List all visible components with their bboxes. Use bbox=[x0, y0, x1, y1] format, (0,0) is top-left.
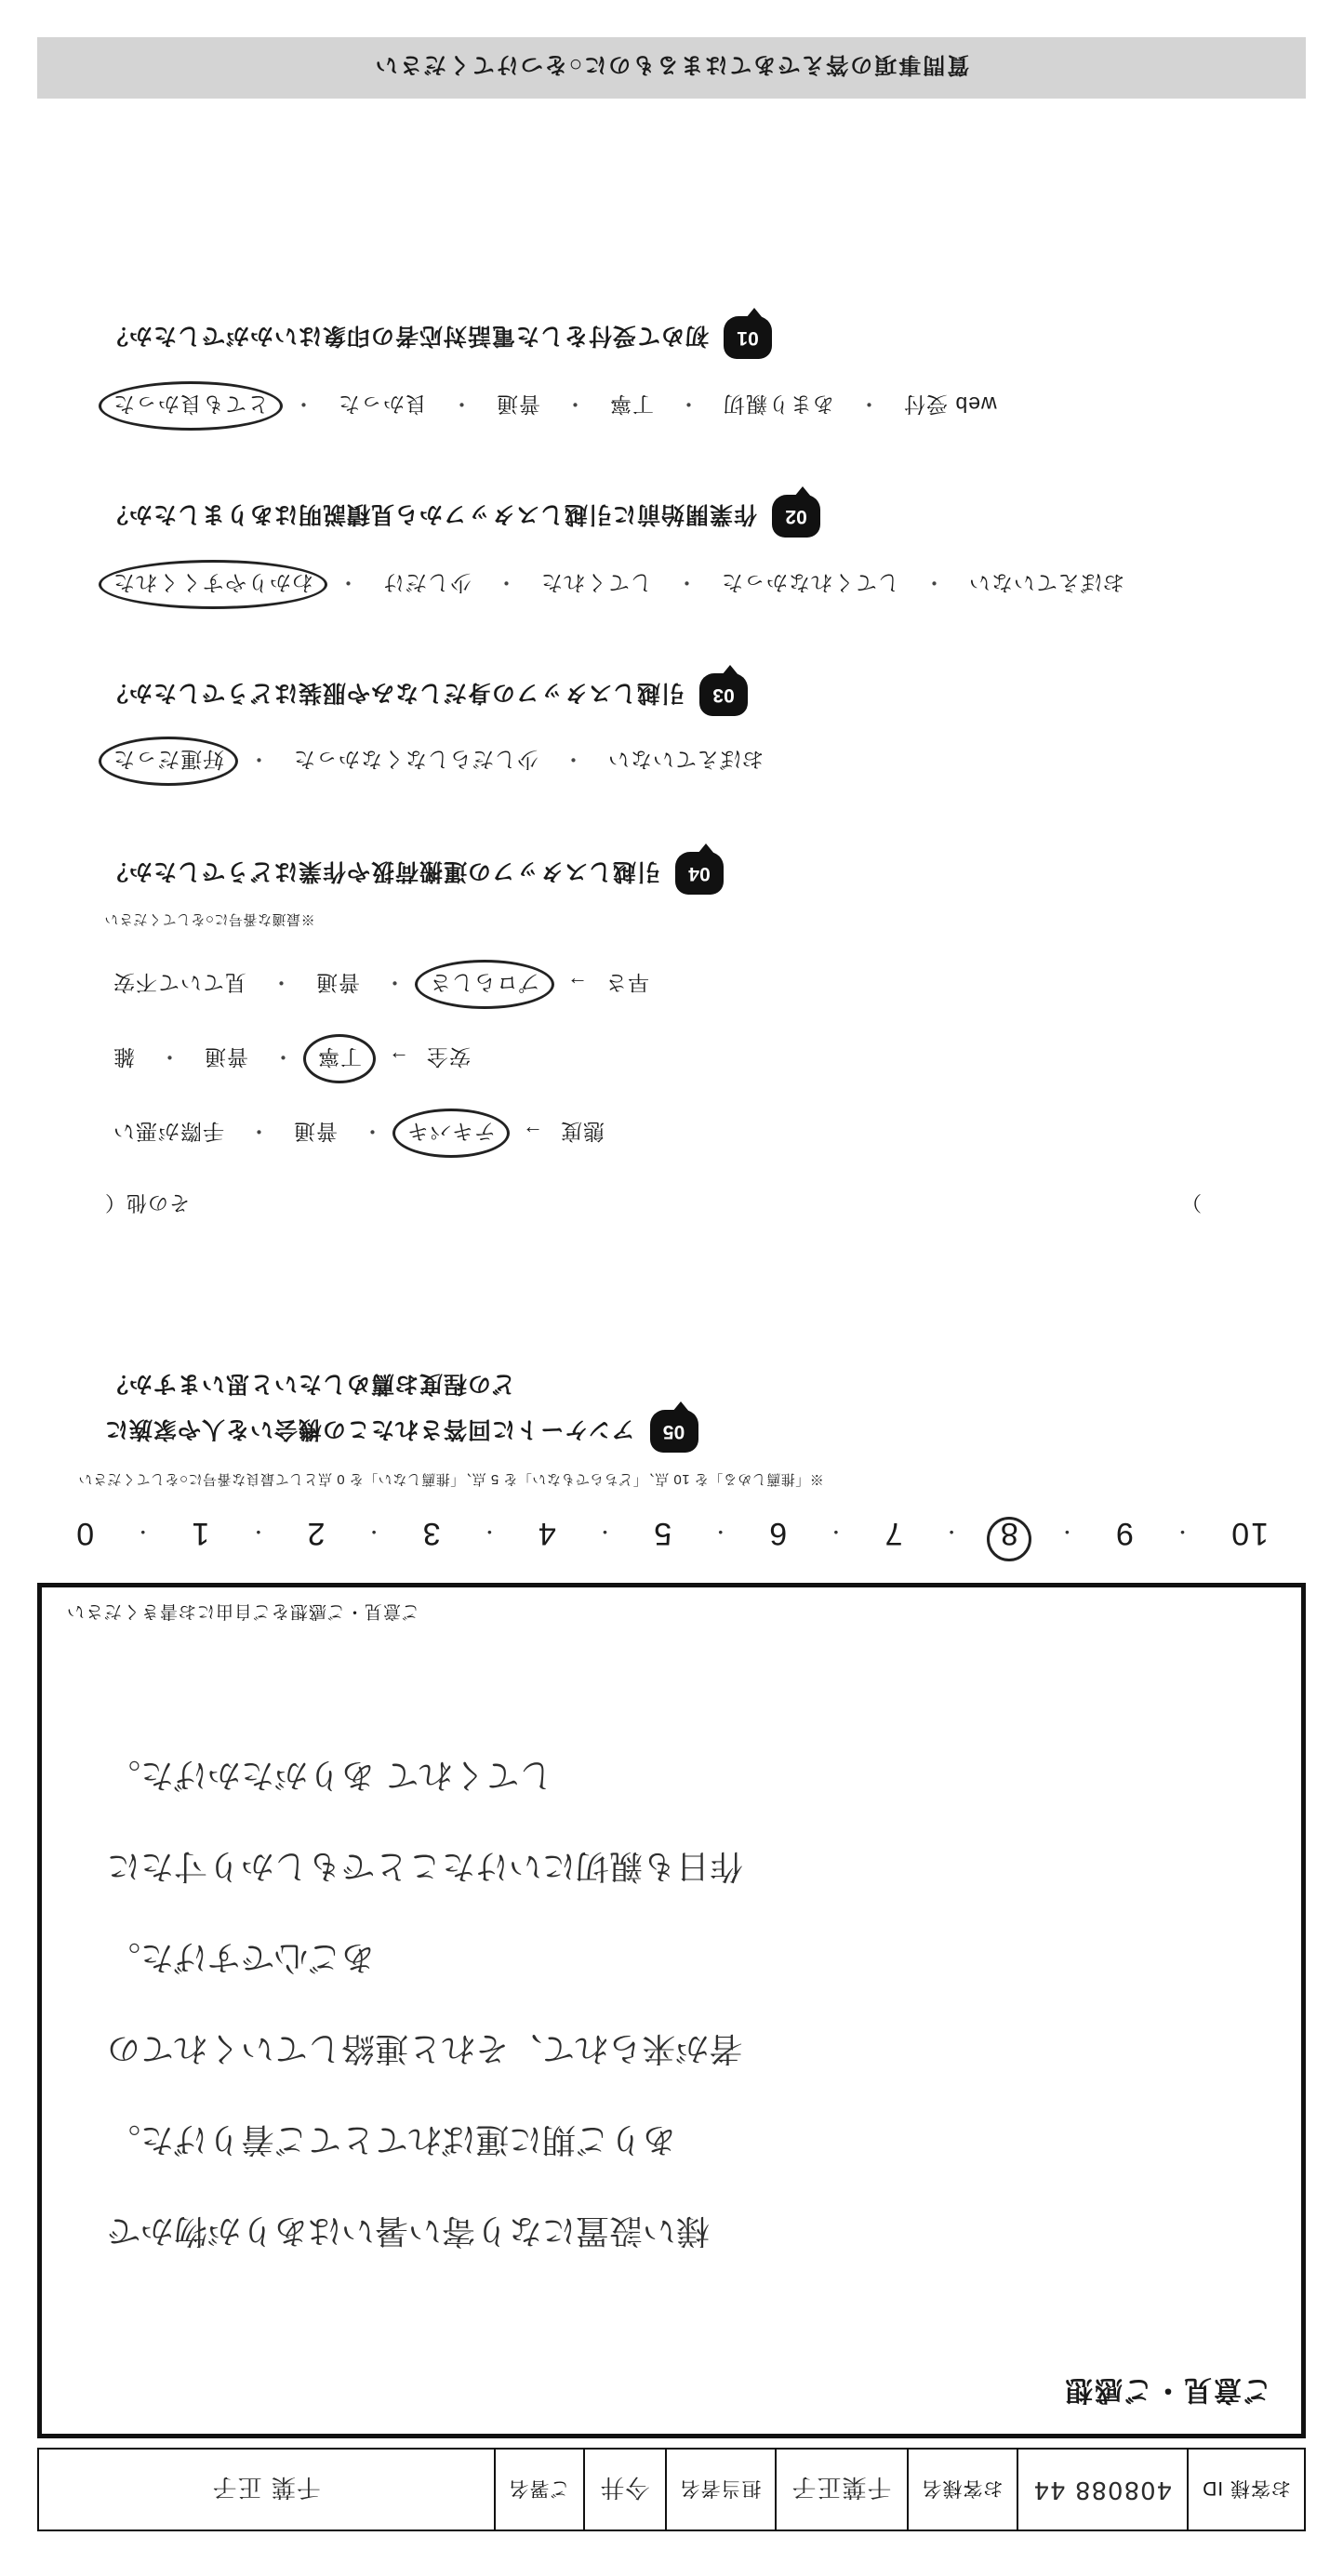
comment-title: ご意見・ご感想 bbox=[1063, 2374, 1271, 2405]
q1-option-amari-shinsetsu[interactable]: あまり親切 bbox=[723, 392, 834, 417]
comment-line: してくれて ありがたかげた。 bbox=[107, 1756, 553, 1794]
arrow-right-icon: → bbox=[567, 973, 588, 997]
scale-dot: ・ bbox=[478, 1520, 499, 1541]
q4-other-row bbox=[104, 1189, 1202, 1218]
q5-block bbox=[104, 1369, 698, 1453]
customer-name-value: 千葉正子 bbox=[775, 2450, 907, 2530]
q4-option-futsu[interactable]: 普通 bbox=[315, 971, 360, 995]
separator-dot: ・ bbox=[272, 1045, 294, 1069]
scale-option-2[interactable]: 2 bbox=[305, 1516, 326, 1551]
scale-dot: ・ bbox=[1171, 1520, 1192, 1541]
separator-dot: ・ bbox=[677, 392, 699, 417]
q5-question-line1: アンケートに回答されたこの機会いを人や家族に bbox=[104, 1416, 635, 1442]
scale-option-5[interactable]: 5 bbox=[652, 1516, 672, 1551]
separator-dot: ・ bbox=[923, 571, 945, 595]
q4-row-label-safety: 安全 bbox=[426, 1045, 471, 1069]
q4-row-label-speed: 早さ bbox=[605, 971, 649, 995]
q4-row-speed[interactable] bbox=[104, 964, 649, 1004]
footer-instruction-text: 質問事項の答えであてはまるものに○をつけてください bbox=[373, 52, 970, 78]
q5-note: ※「推薦しめる」を 10 点、「どちらでもない」を 5 点、「推薦しない」を 0 点として最良な番号に○をしてください bbox=[78, 1471, 824, 1487]
separator-dot: ・ bbox=[337, 571, 359, 595]
q2-option-shitekurenakatta[interactable]: してくれなかった bbox=[721, 571, 899, 595]
q4-question: 引越しスタッフの運搬荷扱や作業はどうでしたか？ bbox=[104, 858, 661, 884]
scale-option-10[interactable]: 10 bbox=[1230, 1516, 1269, 1551]
q1-option-yokatta[interactable]: 良かった bbox=[338, 392, 427, 417]
scale-option-9[interactable]: 9 bbox=[1113, 1516, 1134, 1551]
q4-other-label: その他（ bbox=[104, 1191, 191, 1215]
q2-option-shitekureta[interactable]: してくれた bbox=[540, 571, 652, 595]
q3-option-sukoshi-darashinaku[interactable]: 少しだらしなくなかった bbox=[293, 748, 539, 772]
scale-option-1[interactable]: 1 bbox=[190, 1516, 210, 1551]
comment-box bbox=[37, 1583, 1306, 2438]
q1-badge: 01 bbox=[724, 316, 772, 359]
scale-option-3[interactable]: 3 bbox=[420, 1516, 441, 1551]
scale-option-8[interactable]: 8 bbox=[990, 1511, 1028, 1555]
separator-dot: ・ bbox=[247, 1120, 270, 1144]
comment-line: 者が来られて、それと連絡していくれての bbox=[107, 2029, 743, 2067]
q2-option-oboetenai[interactable]: おぼえていない bbox=[968, 571, 1124, 595]
customer-id-value: 408088 44 bbox=[1017, 2450, 1188, 2530]
customer-name-label: お客様名 bbox=[907, 2450, 1017, 2530]
comment-line: あご心ですげた。 bbox=[107, 1938, 376, 1976]
scale-dot: ・ bbox=[709, 1520, 730, 1541]
separator-dot: ・ bbox=[270, 971, 292, 995]
q1-option-teinei[interactable]: 丁寧 bbox=[609, 392, 654, 417]
scale-dot: ・ bbox=[824, 1520, 845, 1541]
q2-badge: 02 bbox=[772, 495, 820, 538]
separator-dot: ・ bbox=[858, 392, 880, 417]
q1-block bbox=[104, 316, 772, 359]
q4-option-teinei[interactable]: 丁寧 bbox=[309, 1039, 370, 1079]
separator-dot: ・ bbox=[361, 1120, 383, 1144]
q1-answers[interactable] bbox=[104, 386, 1005, 426]
comment-line: 様い設置になり寄い暑いはありが物かで bbox=[107, 2211, 711, 2250]
q1-question: 初めて受付をした電話対応者の印象はいかがでしたか？ bbox=[104, 323, 710, 349]
arrow-right-icon: → bbox=[523, 1122, 543, 1146]
q4-note: ※最適な番号に○をしてください bbox=[104, 911, 315, 927]
separator-dot: ・ bbox=[450, 392, 472, 417]
comment-handwriting bbox=[107, 1729, 1236, 2276]
q4-options-safety[interactable] bbox=[104, 1039, 370, 1079]
q4-option-zatsu[interactable]: 雑 bbox=[113, 1045, 135, 1069]
customer-id-label: お客様 ID bbox=[1187, 2450, 1304, 2530]
scale-dot: ・ bbox=[1056, 1520, 1077, 1541]
q5-question-line2: どの程度お薦めしたいと思いますか？ bbox=[104, 1371, 516, 1397]
comment-prompt: ご意見・ご感想をご自由にお書きください bbox=[66, 1601, 420, 1621]
q3-answers[interactable] bbox=[104, 741, 772, 781]
q4-badge: 04 bbox=[675, 852, 724, 895]
q4-row-label-attitude: 態度 bbox=[560, 1120, 605, 1144]
arrow-right-icon: → bbox=[389, 1047, 409, 1071]
separator-dot: ・ bbox=[675, 571, 698, 595]
separator-dot: ・ bbox=[247, 748, 270, 772]
q4-options-speed[interactable] bbox=[104, 964, 549, 1004]
q4-row-safety[interactable] bbox=[104, 1039, 471, 1079]
q3-option-oboetenai[interactable]: おぼえていない bbox=[607, 748, 764, 772]
q4-option-tekipaki[interactable]: テキパキ bbox=[398, 1113, 504, 1153]
q2-option-wakariyasuku-kureta[interactable]: わかりやすくくれた bbox=[104, 564, 322, 604]
footer-instruction-bar bbox=[37, 37, 1306, 99]
q3-block bbox=[104, 673, 748, 716]
separator-dot: ・ bbox=[383, 971, 406, 995]
separator-dot: ・ bbox=[158, 1045, 180, 1069]
q1-option-web-uketsuke[interactable]: web 受付 bbox=[903, 392, 997, 417]
q3-question: 引越しスタッフの身だしなみや服装はどうでしたか？ bbox=[104, 680, 685, 706]
scale-option-6[interactable]: 6 bbox=[767, 1516, 788, 1551]
scale-option-7[interactable]: 7 bbox=[883, 1516, 903, 1551]
scale-dot: ・ bbox=[131, 1520, 153, 1541]
separator-dot: ・ bbox=[564, 392, 586, 417]
q3-badge: 03 bbox=[699, 673, 748, 716]
scale-option-4[interactable]: 4 bbox=[536, 1516, 556, 1551]
signature-value: 千葉 正子 bbox=[211, 2473, 321, 2502]
scale-dot: ・ bbox=[593, 1520, 615, 1541]
staff-name-label: 担当者名 bbox=[665, 2450, 775, 2530]
q5-rating-scale[interactable] bbox=[65, 1511, 1278, 1555]
scale-dot: ・ bbox=[940, 1520, 962, 1541]
q4-block bbox=[104, 852, 724, 895]
q2-option-sukoshi-dake[interactable]: 少しだけ bbox=[382, 571, 472, 595]
q3-option-koun-datta[interactable]: 好運だった bbox=[104, 741, 233, 781]
separator-dot: ・ bbox=[562, 748, 584, 772]
header-band bbox=[37, 2448, 1306, 2531]
signature-label: ご署名 bbox=[494, 2450, 583, 2530]
q4-row-attitude[interactable] bbox=[104, 1113, 605, 1153]
comment-line: 作日も親切にいけたことでもしかり寸たに bbox=[107, 1847, 744, 1885]
q1-option-futsu[interactable]: 普通 bbox=[496, 392, 540, 417]
q5-badge: 05 bbox=[650, 1410, 698, 1453]
q2-block bbox=[104, 495, 820, 538]
q4-option-mite-ite-fuan[interactable]: 見ていて不安 bbox=[113, 971, 246, 995]
q4-other-close: ） bbox=[1179, 1191, 1202, 1215]
q4-option-pro-rashisa[interactable]: プロらしさ bbox=[420, 964, 549, 1004]
q4-option-tegiwaga-warui[interactable]: 手際が悪い bbox=[113, 1120, 224, 1144]
q2-question: 作業開始前に引越しスタッフから見積説明はありましたか？ bbox=[104, 501, 758, 527]
scale-option-0[interactable]: 0 bbox=[74, 1516, 95, 1551]
comment-line: ありご期に運ばれてとてご着りげた。 bbox=[107, 2120, 677, 2158]
q1-option-totemo-yokatta[interactable]: とても良かった bbox=[104, 386, 277, 426]
scale-dot: ・ bbox=[246, 1520, 268, 1541]
separator-dot: ・ bbox=[495, 571, 517, 595]
staff-name-value: 今井 bbox=[583, 2450, 665, 2530]
separator-dot: ・ bbox=[292, 392, 314, 417]
q4-options-attitude[interactable] bbox=[104, 1113, 504, 1153]
q4-option-futsu[interactable]: 普通 bbox=[204, 1045, 248, 1069]
q2-answers[interactable] bbox=[104, 564, 1133, 604]
q4-option-futsu[interactable]: 普通 bbox=[293, 1120, 338, 1144]
scale-dot: ・ bbox=[363, 1520, 384, 1541]
